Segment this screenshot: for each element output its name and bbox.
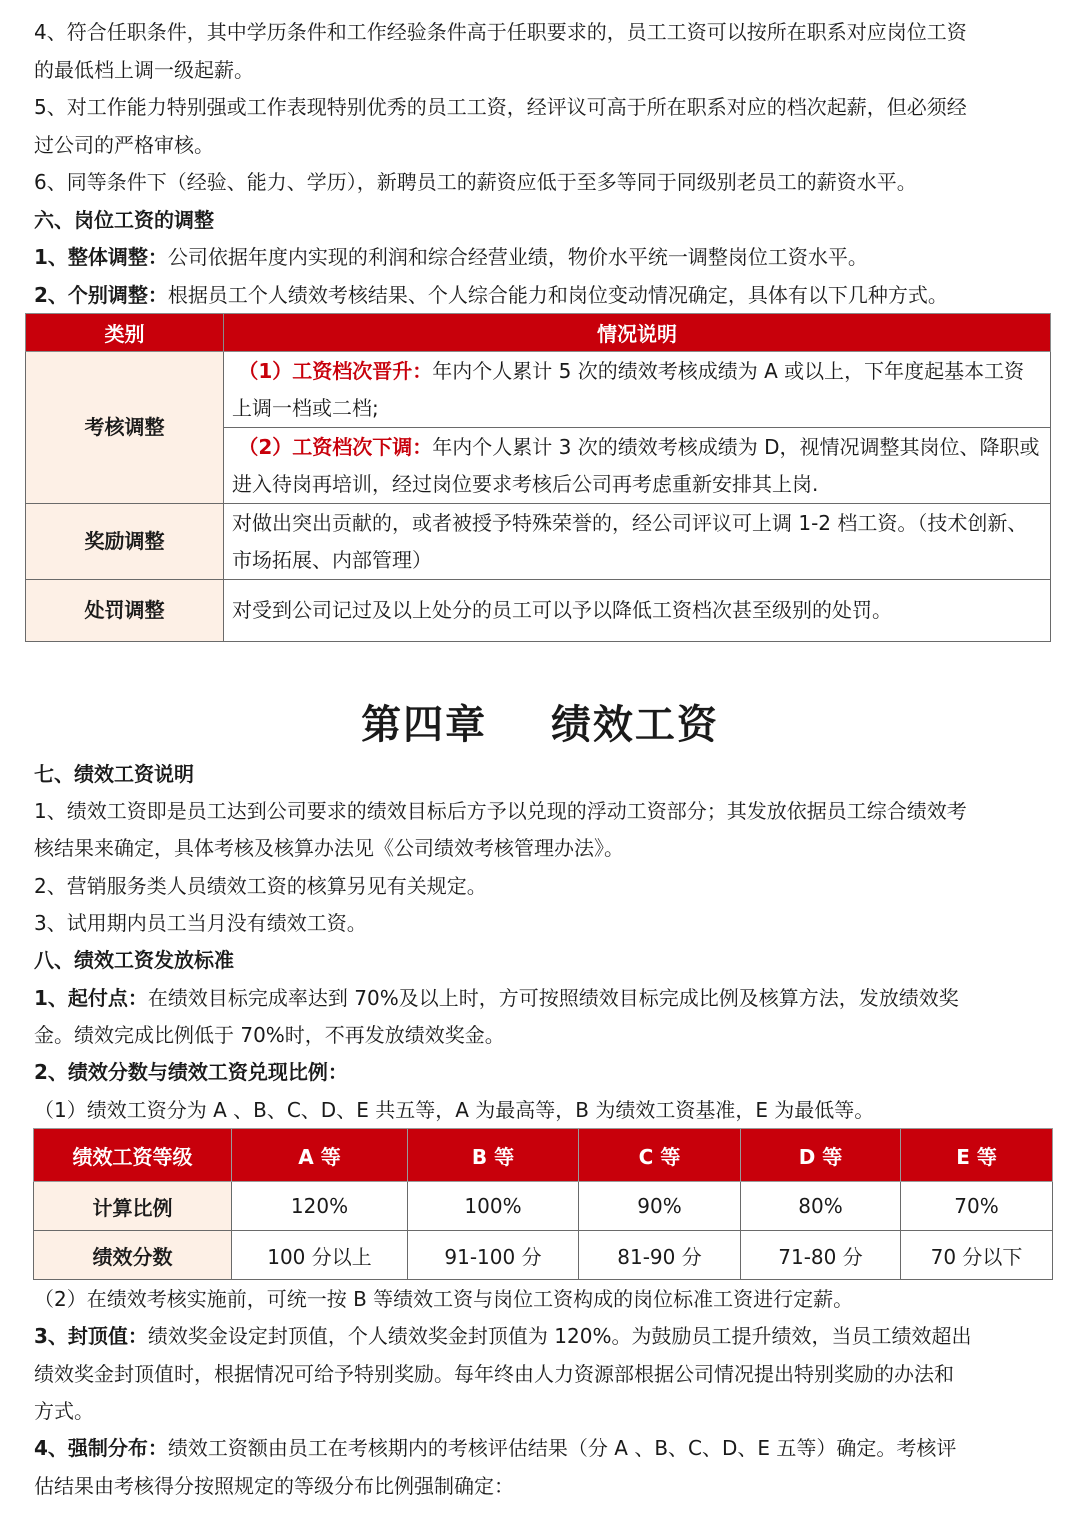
table-header-cell: 类别	[26, 314, 224, 352]
item-text: 年内个人累计 5 次的绩效考核成绩为 A 或以上，下年度起基本工资上调一档或二档;	[232, 358, 1025, 420]
table-header-cell: B 等	[408, 1129, 579, 1182]
paragraph-line: 金。绩效完成比例低于 70%时，不再发放绩效奖金。	[34, 1023, 505, 1047]
item-text: 绩效奖金设定封顶值，个人绩效奖金封顶值为 120%。为鼓励员工提升绩效，当员工绩效超出	[147, 1324, 972, 1348]
table-cell: 100 分以上	[232, 1231, 408, 1280]
paragraph-line: 方式。	[34, 1399, 94, 1423]
table-cell: 91-100 分	[408, 1231, 579, 1280]
row-label-cell: 计算比例	[34, 1182, 232, 1231]
paragraph-line: 3、试用期内员工当月没有绩效工资。	[34, 911, 367, 935]
table-cell: 90%	[579, 1182, 741, 1231]
paragraph-line	[34, 239, 1046, 277]
chapter-title: 第四章 绩效工资	[361, 702, 719, 748]
table-header-cell: A 等	[232, 1129, 408, 1182]
description-cell: 对做出突出贡献的，或者被授予特殊荣誉的，经公司评议可上调 1-2 档工资。（技术创新、市场拓展、内部管理）	[224, 504, 1051, 580]
paragraph-line: 2、营销服务类人员绩效工资的核算另见有关规定。	[34, 874, 487, 898]
item-text: 年内个人累计 3 次的绩效考核成绩为 D，视情况调整其岗位、降职或进入待岗再培训，经过岗位要求考核后公司再考虑重新安排其上岗.	[232, 434, 1040, 496]
paragraph-line: （1）绩效工资分为 A 、B、C、D、E 共五等，A 为最高等，B 为绩效工资基准，E 为最低等。	[34, 1098, 875, 1122]
paragraph-line	[34, 980, 1046, 1018]
paragraph-line: （2）在绩效考核实施前，可统一按 B 等绩效工资与岗位工资构成的岗位标准工资进行定薪。	[34, 1287, 854, 1311]
paragraph-line: 过公司的严格审核。	[34, 133, 214, 157]
performance-grade-table	[33, 1128, 1053, 1280]
table-cell: 81-90 分	[579, 1231, 741, 1280]
row-label-cell: 绩效分数	[34, 1231, 232, 1280]
description-cell	[224, 352, 1051, 428]
item-text: 绩效工资额由员工在考核期内的考核评估结果（分 A 、B、C、D、E 五等）确定。考核评	[167, 1436, 957, 1460]
paragraph-line: 绩效奖金封顶值时，根据情况可给予特别奖励。每年终由人力资源部根据公司情况提出特别奖励的办法和	[34, 1362, 954, 1386]
table-header-cell: C 等	[579, 1129, 741, 1182]
table-header-cell: 情况说明	[224, 314, 1051, 352]
table-cell: 70 分以下	[901, 1231, 1053, 1280]
paragraph-line	[34, 1430, 1046, 1468]
item-text: 公司依据年度内实现的利润和综合经营业绩，物价水平统一调整岗位工资水平。	[167, 245, 868, 269]
section-heading: 七、绩效工资说明	[34, 762, 194, 786]
section-heading: 六、岗位工资的调整	[34, 208, 214, 232]
table-row	[34, 1231, 1053, 1280]
description-cell: 对受到公司记过及以上处分的员工可以予以降低工资档次甚至级别的处罚。	[224, 580, 1051, 642]
table-cell: 100%	[408, 1182, 579, 1231]
item-label: 1、整体调整：	[34, 245, 168, 269]
item-label: 1、起付点：	[34, 986, 148, 1010]
subsection-heading: 2、绩效分数与绩效工资兑现比例：	[34, 1060, 348, 1084]
salary-adjustment-table	[25, 313, 1051, 642]
item-label: 3、封顶值：	[34, 1324, 148, 1348]
table-cell: 70%	[901, 1182, 1053, 1231]
section-heading: 八、绩效工资发放标准	[34, 948, 234, 972]
paragraph-line: 1、绩效工资即是员工达到公司要求的绩效目标后方予以兑现的浮动工资部分；其发放依据员工综合绩效考	[34, 799, 967, 823]
table-cell: 120%	[232, 1182, 408, 1231]
description-cell	[224, 428, 1051, 504]
paragraph-line: 4、符合任职条件，其中学历条件和工作经验条件高于任职要求的，员工工资可以按所在职系对应岗位工资	[34, 20, 967, 44]
table-header-row	[26, 314, 1051, 352]
category-cell: 处罚调整	[26, 580, 224, 642]
item-label: （2）工资档次下调：	[238, 434, 433, 459]
paragraph-line	[34, 277, 1046, 315]
paragraph-line: 5、对工作能力特别强或工作表现特别优秀的员工工资，经评议可高于所在职系对应的档次起薪，但必须经	[34, 95, 967, 119]
category-cell: 奖励调整	[26, 504, 224, 580]
paragraph-line: 6、同等条件下（经验、能力、学历），新聘员工的薪资应低于至多等同于同级别老员工的薪资水平。	[34, 170, 917, 194]
paragraph-line: 核结果来确定，具体考核及核算办法见《公司绩效考核管理办法》。	[34, 836, 624, 860]
table-cell: 71-80 分	[741, 1231, 901, 1280]
table-header-cell: 绩效工资等级	[34, 1129, 232, 1182]
item-text: 根据员工个人绩效考核结果、个人综合能力和岗位变动情况确定，具体有以下几种方式。	[167, 283, 948, 307]
table-header-cell: E 等	[901, 1129, 1053, 1182]
table-header-row	[34, 1129, 1053, 1182]
item-label: 2、个别调整：	[34, 283, 168, 307]
table-header-cell: D 等	[741, 1129, 901, 1182]
paragraph-line: 的最低档上调一级起薪。	[34, 58, 254, 82]
item-label: （1）工资档次晋升：	[238, 358, 433, 383]
table-row	[26, 352, 1051, 428]
paragraph-line	[34, 1318, 1046, 1356]
item-label: 4、强制分布：	[34, 1436, 168, 1460]
table-row	[34, 1182, 1053, 1231]
table-row	[26, 504, 1051, 580]
table-row	[26, 580, 1051, 642]
item-text: 在绩效目标完成率达到 70%及以上时，方可按照绩效目标完成比例及核算方法，发放绩效奖	[147, 986, 959, 1010]
table-cell: 80%	[741, 1182, 901, 1231]
category-cell: 考核调整	[26, 352, 224, 504]
paragraph-line: 估结果由考核得分按照规定的等级分布比例强制确定：	[34, 1474, 514, 1498]
